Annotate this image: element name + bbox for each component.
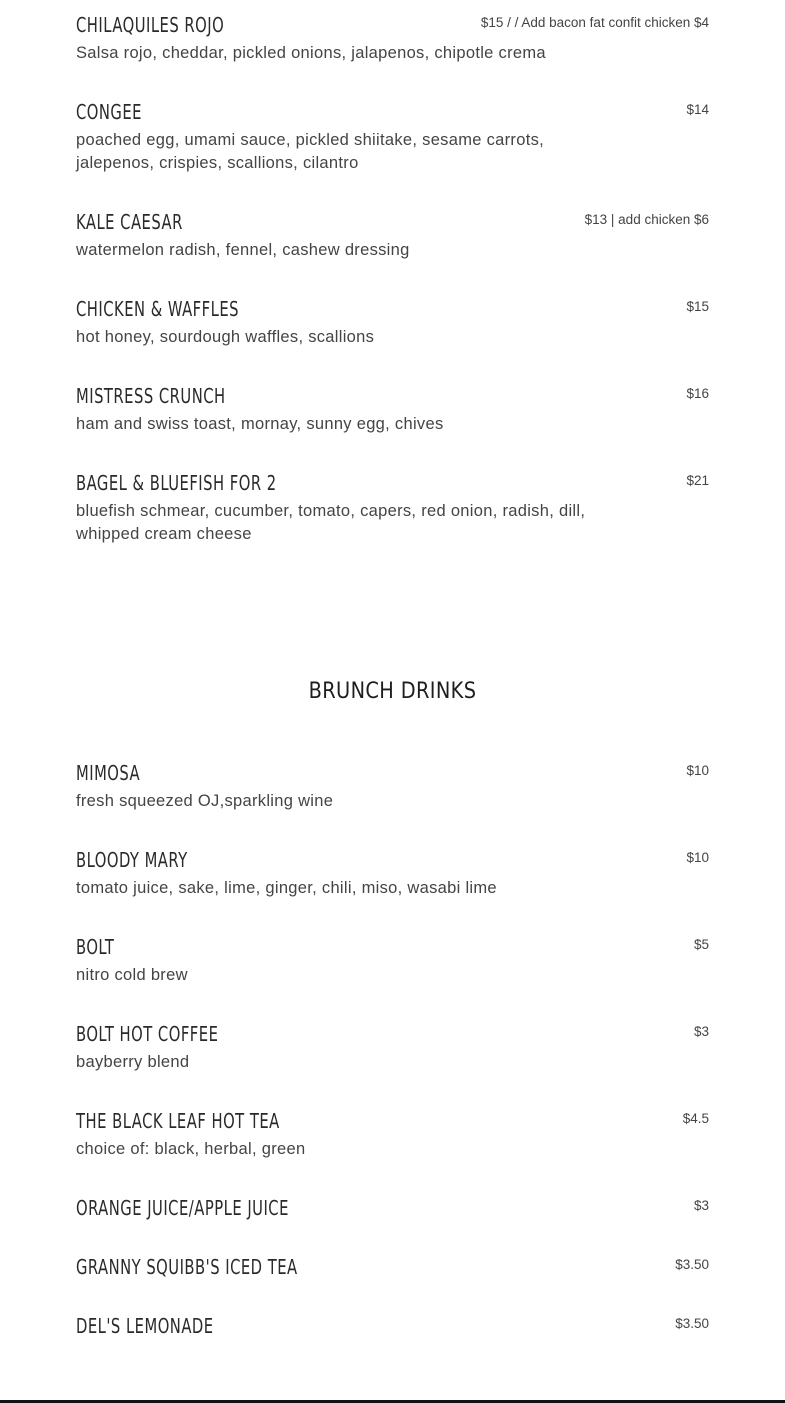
menu-item-name: CONGEE xyxy=(76,100,142,124)
menu-item-name: THE BLACK LEAF HOT TEA xyxy=(76,1109,280,1133)
menu-item-name: DEL'S LEMONADE xyxy=(76,1314,214,1338)
menu-item-price: $3 xyxy=(693,1024,709,1039)
menu-item-price: $5 xyxy=(693,937,709,952)
menu-item-name: CHILAQUILES ROJO xyxy=(76,13,225,37)
menu-item-name: MISTRESS CRUNCH xyxy=(76,384,226,408)
menu-item-description: watermelon radish, fennel, cashew dressing xyxy=(76,241,410,259)
menu-item-price: $10 xyxy=(686,850,709,865)
menu-item-price: $4.5 xyxy=(682,1111,709,1126)
menu-item-price: $3 xyxy=(693,1198,709,1213)
menu-item-name: ORANGE JUICE/APPLE JUICE xyxy=(76,1196,289,1220)
menu-item-description: choice of: black, herbal, green xyxy=(76,1140,306,1158)
menu-item-price: $10 xyxy=(686,763,709,778)
menu-item-name: BOLT xyxy=(76,935,115,959)
menu-item-price: $15 xyxy=(686,299,709,314)
section-title: BRUNCH DRINKS xyxy=(308,679,477,704)
menu-item-name: BAGEL & BLUEFISH FOR 2 xyxy=(76,471,277,495)
menu-item-name: BOLT HOT COFFEE xyxy=(76,1022,219,1046)
menu-item-description: Salsa rojo, cheddar, pickled onions, jalapenos, chipotle crema xyxy=(76,44,546,62)
menu-item-name: KALE CAESAR xyxy=(76,210,183,234)
menu-item-price: $13 | add chicken $6 xyxy=(584,212,709,227)
menu-item-price: $21 xyxy=(686,473,709,488)
menu-item-description: hot honey, sourdough waffles, scallions xyxy=(76,328,375,346)
menu-item-price: $16 xyxy=(686,386,709,401)
menu-item-price: $14 xyxy=(686,102,709,117)
menu-item-description: bluefish schmear, cucumber, tomato, capers, red onion, radish, dill, whipped cream cheese xyxy=(76,502,586,543)
menu-item-price: $15 / / Add bacon fat confit chicken $4 xyxy=(480,15,709,30)
menu-item-description: nitro cold brew xyxy=(76,966,188,984)
menu-item-description: poached egg, umami sauce, pickled shiitake, sesame carrots, jalepenos, crispies, scallions, cilantro xyxy=(76,131,545,172)
menu-item-name: MIMOSA xyxy=(76,761,141,785)
menu-item-description: fresh squeezed OJ,sparkling wine xyxy=(76,792,334,810)
menu-item-description: ham and swiss toast, mornay, sunny egg, chives xyxy=(76,415,444,433)
menu-item-name: CHICKEN & WAFFLES xyxy=(76,297,240,321)
menu-item-price: $3.50 xyxy=(675,1257,709,1272)
menu-item-name: BLOODY MARY xyxy=(76,848,188,872)
menu-item-name: GRANNY SQUIBB'S ICED TEA xyxy=(76,1255,298,1279)
menu-item-description: tomato juice, sake, lime, ginger, chili, miso, wasabi lime xyxy=(76,879,497,897)
menu-item-description: bayberry blend xyxy=(76,1053,190,1071)
menu-item-price: $3.50 xyxy=(675,1316,709,1331)
